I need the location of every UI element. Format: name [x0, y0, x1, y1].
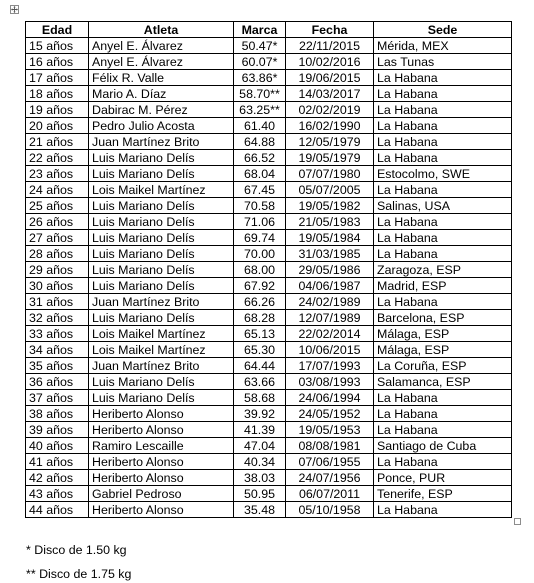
age-cell: 36 años [26, 374, 89, 390]
date-cell: 03/08/1993 [286, 374, 374, 390]
column-header-sede: Sede [374, 22, 512, 38]
table-row [26, 198, 512, 214]
mark-cell: 50.95 [234, 486, 286, 502]
venue-cell: Estocolmo, SWE [374, 166, 512, 182]
age-cell: 26 años [26, 214, 89, 230]
athlete-cell: Mario A. Díaz [89, 86, 234, 102]
mark-cell: 66.26 [234, 294, 286, 310]
venue-cell: La Habana [374, 390, 512, 406]
date-cell: 12/07/1989 [286, 310, 374, 326]
date-cell: 31/03/1985 [286, 246, 374, 262]
athlete-cell: Heriberto Alonso [89, 406, 234, 422]
age-cell: 29 años [26, 262, 89, 278]
date-cell: 04/06/1987 [286, 278, 374, 294]
athlete-cell: Anyel E. Álvarez [89, 54, 234, 70]
move-arrows-icon [11, 6, 18, 13]
venue-cell: La Habana [374, 454, 512, 470]
age-cell: 19 años [26, 102, 89, 118]
athlete-cell: Heriberto Alonso [89, 502, 234, 518]
athlete-cell: Juan Martínez Brito [89, 294, 234, 310]
date-cell: 16/02/1990 [286, 118, 374, 134]
venue-cell: La Coruña, ESP [374, 358, 512, 374]
date-cell: 02/02/2019 [286, 102, 374, 118]
records-table [25, 21, 512, 518]
date-cell: 12/05/1979 [286, 134, 374, 150]
column-header-marca: Marca [234, 22, 286, 38]
age-cell: 30 años [26, 278, 89, 294]
athlete-cell: Luis Mariano Delís [89, 374, 234, 390]
age-cell: 21 años [26, 134, 89, 150]
athlete-cell: Gabriel Pedroso [89, 486, 234, 502]
table-row [26, 118, 512, 134]
mark-cell: 65.13 [234, 326, 286, 342]
venue-cell: Madrid, ESP [374, 278, 512, 294]
table-row [26, 70, 512, 86]
venue-cell: La Habana [374, 150, 512, 166]
venue-cell: Ponce, PUR [374, 470, 512, 486]
venue-cell: La Habana [374, 214, 512, 230]
age-cell: 32 años [26, 310, 89, 326]
date-cell: 07/07/1980 [286, 166, 374, 182]
age-cell: 25 años [26, 198, 89, 214]
date-cell: 19/05/1982 [286, 198, 374, 214]
mark-cell: 68.04 [234, 166, 286, 182]
age-cell: 33 años [26, 326, 89, 342]
venue-cell: La Habana [374, 102, 512, 118]
venue-cell: Salamanca, ESP [374, 374, 512, 390]
date-cell: 19/05/1979 [286, 150, 374, 166]
mark-cell: 41.39 [234, 422, 286, 438]
venue-cell: Mérida, MEX [374, 38, 512, 54]
venue-cell: Salinas, USA [374, 198, 512, 214]
age-cell: 17 años [26, 70, 89, 86]
table-row [26, 262, 512, 278]
date-cell: 24/02/1989 [286, 294, 374, 310]
table-row [26, 342, 512, 358]
mark-cell: 64.88 [234, 134, 286, 150]
date-cell: 24/06/1994 [286, 390, 374, 406]
table-row [26, 390, 512, 406]
table-row [26, 422, 512, 438]
table-body [26, 38, 512, 518]
table-row [26, 86, 512, 102]
athlete-cell: Lois Maikel Martínez [89, 182, 234, 198]
mark-cell: 66.52 [234, 150, 286, 166]
athlete-cell: Juan Martínez Brito [89, 134, 234, 150]
age-cell: 43 años [26, 486, 89, 502]
athlete-cell: Heriberto Alonso [89, 422, 234, 438]
age-cell: 24 años [26, 182, 89, 198]
mark-cell: 71.06 [234, 214, 286, 230]
athlete-cell: Félix R. Valle [89, 70, 234, 86]
date-cell: 19/05/1984 [286, 230, 374, 246]
table-row [26, 294, 512, 310]
date-cell: 05/10/1958 [286, 502, 374, 518]
venue-cell: La Habana [374, 294, 512, 310]
table-row [26, 246, 512, 262]
date-cell: 19/06/2015 [286, 70, 374, 86]
venue-cell: Málaga, ESP [374, 342, 512, 358]
table-row [26, 454, 512, 470]
mark-cell: 64.44 [234, 358, 286, 374]
date-cell: 24/07/1956 [286, 470, 374, 486]
mark-cell: 38.03 [234, 470, 286, 486]
mark-cell: 63.86* [234, 70, 286, 86]
table-row [26, 150, 512, 166]
mark-cell: 35.48 [234, 502, 286, 518]
mark-cell: 47.04 [234, 438, 286, 454]
table-row [26, 470, 512, 486]
table-row [26, 310, 512, 326]
venue-cell: Santiago de Cuba [374, 438, 512, 454]
footnote-disc-1-50: * Disco de 1.50 kg [26, 543, 127, 557]
table-row [26, 134, 512, 150]
date-cell: 07/06/1955 [286, 454, 374, 470]
athlete-cell: Luis Mariano Delís [89, 166, 234, 182]
mark-cell: 69.74 [234, 230, 286, 246]
athlete-cell: Lois Maikel Martínez [89, 342, 234, 358]
age-cell: 20 años [26, 118, 89, 134]
venue-cell: La Habana [374, 502, 512, 518]
mark-cell: 60.07* [234, 54, 286, 70]
venue-cell: La Habana [374, 422, 512, 438]
athlete-cell: Anyel E. Álvarez [89, 38, 234, 54]
age-cell: 16 años [26, 54, 89, 70]
mark-cell: 39.92 [234, 406, 286, 422]
age-cell: 22 años [26, 150, 89, 166]
date-cell: 08/08/1981 [286, 438, 374, 454]
age-cell: 39 años [26, 422, 89, 438]
table-move-handle-icon[interactable] [10, 5, 19, 14]
athlete-cell: Luis Mariano Delís [89, 198, 234, 214]
mark-cell: 65.30 [234, 342, 286, 358]
age-cell: 15 años [26, 38, 89, 54]
athlete-cell: Luis Mariano Delís [89, 390, 234, 406]
age-cell: 38 años [26, 406, 89, 422]
mark-cell: 63.66 [234, 374, 286, 390]
age-cell: 28 años [26, 246, 89, 262]
mark-cell: 68.28 [234, 310, 286, 326]
table-row [26, 406, 512, 422]
age-cell: 31 años [26, 294, 89, 310]
table-row [26, 38, 512, 54]
mark-cell: 50.47* [234, 38, 286, 54]
date-cell: 24/05/1952 [286, 406, 374, 422]
date-cell: 21/05/1983 [286, 214, 374, 230]
table-row [26, 54, 512, 70]
date-cell: 22/02/2014 [286, 326, 374, 342]
date-cell: 22/11/2015 [286, 38, 374, 54]
table-row [26, 502, 512, 518]
date-cell: 10/02/2016 [286, 54, 374, 70]
mark-cell: 61.40 [234, 118, 286, 134]
table-row [26, 230, 512, 246]
column-header-atleta: Atleta [89, 22, 234, 38]
mark-cell: 40.34 [234, 454, 286, 470]
athlete-cell: Luis Mariano Delís [89, 150, 234, 166]
table-row [26, 166, 512, 182]
age-cell: 35 años [26, 358, 89, 374]
mark-cell: 70.58 [234, 198, 286, 214]
athlete-cell: Ramiro Lescaille [89, 438, 234, 454]
athlete-cell: Luis Mariano Delís [89, 246, 234, 262]
date-cell: 29/05/1986 [286, 262, 374, 278]
venue-cell: Las Tunas [374, 54, 512, 70]
athlete-cell: Luis Mariano Delís [89, 310, 234, 326]
venue-cell: La Habana [374, 134, 512, 150]
venue-cell: La Habana [374, 86, 512, 102]
header-row [26, 22, 512, 38]
table-row [26, 214, 512, 230]
age-cell: 42 años [26, 470, 89, 486]
athlete-cell: Heriberto Alonso [89, 454, 234, 470]
date-cell: 19/05/1953 [286, 422, 374, 438]
age-cell: 18 años [26, 86, 89, 102]
venue-cell: La Habana [374, 406, 512, 422]
table-row [26, 438, 512, 454]
table-row [26, 326, 512, 342]
venue-cell: Málaga, ESP [374, 326, 512, 342]
venue-cell: Tenerife, ESP [374, 486, 512, 502]
athlete-cell: Pedro Julio Acosta [89, 118, 234, 134]
mark-cell: 68.00 [234, 262, 286, 278]
mark-cell: 63.25** [234, 102, 286, 118]
venue-cell: Barcelona, ESP [374, 310, 512, 326]
age-cell: 40 años [26, 438, 89, 454]
table-resize-handle-icon[interactable] [514, 518, 521, 525]
date-cell: 05/07/2005 [286, 182, 374, 198]
mark-cell: 58.70** [234, 86, 286, 102]
table-row [26, 102, 512, 118]
age-cell: 37 años [26, 390, 89, 406]
venue-cell: Zaragoza, ESP [374, 262, 512, 278]
athlete-cell: Lois Maikel Martínez [89, 326, 234, 342]
table-row [26, 486, 512, 502]
mark-cell: 58.68 [234, 390, 286, 406]
venue-cell: La Habana [374, 246, 512, 262]
age-cell: 44 años [26, 502, 89, 518]
age-cell: 41 años [26, 454, 89, 470]
athlete-cell: Luis Mariano Delís [89, 214, 234, 230]
athlete-cell: Luis Mariano Delís [89, 262, 234, 278]
date-cell: 10/06/2015 [286, 342, 374, 358]
mark-cell: 70.00 [234, 246, 286, 262]
athlete-cell: Heriberto Alonso [89, 470, 234, 486]
mark-cell: 67.92 [234, 278, 286, 294]
table-row [26, 374, 512, 390]
column-header-edad: Edad [26, 22, 89, 38]
athlete-cell: Luis Mariano Delís [89, 278, 234, 294]
date-cell: 17/07/1993 [286, 358, 374, 374]
age-cell: 34 años [26, 342, 89, 358]
table-row [26, 358, 512, 374]
age-cell: 23 años [26, 166, 89, 182]
venue-cell: La Habana [374, 182, 512, 198]
venue-cell: La Habana [374, 70, 512, 86]
age-cell: 27 años [26, 230, 89, 246]
athlete-cell: Juan Martínez Brito [89, 358, 234, 374]
mark-cell: 67.45 [234, 182, 286, 198]
date-cell: 06/07/2011 [286, 486, 374, 502]
venue-cell: La Habana [374, 118, 512, 134]
athlete-cell: Dabirac M. Pérez [89, 102, 234, 118]
table-row [26, 278, 512, 294]
athlete-cell: Luis Mariano Delís [89, 230, 234, 246]
date-cell: 14/03/2017 [286, 86, 374, 102]
venue-cell: La Habana [374, 230, 512, 246]
footnote-disc-1-75: ** Disco de 1.75 kg [26, 567, 132, 581]
column-header-fecha: Fecha [286, 22, 374, 38]
table-row [26, 182, 512, 198]
